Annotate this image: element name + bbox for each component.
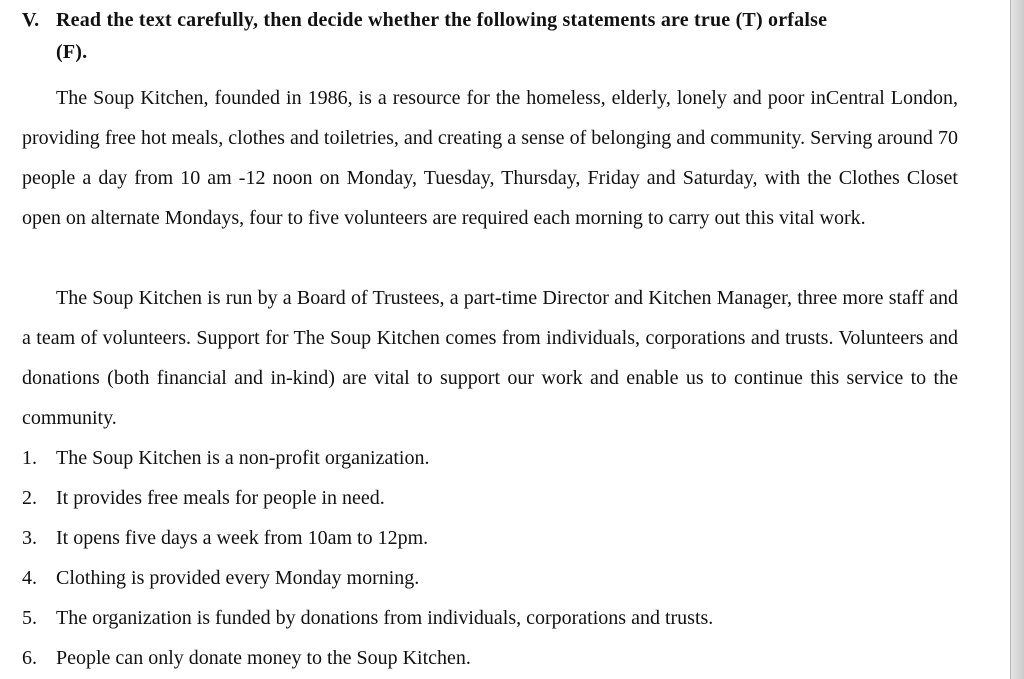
statement-item: [22, 518, 982, 558]
statement-number: 5.: [22, 607, 37, 629]
statement-list: [22, 438, 982, 678]
heading-number: V.: [22, 9, 40, 31]
heading-instruction: Read the text carefully, then decide whether the following statements are true (T) orfalse: [56, 9, 828, 31]
statement-text: The organization is funded by donations from individuals, corporations and trusts.: [56, 607, 714, 629]
statement-number: 3.: [22, 527, 37, 549]
statement-text: It provides free meals for people in need.: [56, 487, 385, 509]
heading-line-2: (F).: [56, 41, 88, 63]
statement-item: [22, 638, 982, 678]
heading-line-1: [22, 4, 982, 36]
statement-number: 4.: [22, 567, 37, 589]
statement-number: 6.: [22, 647, 37, 669]
statement-number: 2.: [22, 487, 37, 509]
paragraph-1: The Soup Kitchen, founded in 1986, is a resource for the homeless, elderly, lonely and poor inCentral London, providing free hot meals, clothes and toiletries, and creating a sense of belonging and community. Serving around 70 people a day from 10 am -12 noon on Monday, Tuesday, Thursday, Friday and Saturday, with the Clothes Closet open on alternate Mondays, four to five volunteers are required each morning to carry out this vital work.: [22, 87, 958, 229]
window-edge: [1010, 0, 1024, 679]
statement-item: [22, 558, 982, 598]
statement-item: [22, 478, 982, 518]
statement-text: Clothing is provided every Monday morning.: [56, 567, 420, 589]
statement-item: [22, 438, 982, 478]
exercise-heading: [22, 4, 982, 68]
paragraph-2: The Soup Kitchen is run by a Board of Trustees, a part-time Director and Kitchen Manager, three more staff and a team of volunteers. Support for The Soup Kitchen comes from individuals, corporations and trusts. Volunteers and donations (both financial and in-kind) are vital to support our work and enable us to continue this service to the community.: [22, 287, 958, 429]
statement-item: [22, 598, 982, 638]
statement-text: The Soup Kitchen is a non-profit organization.: [56, 447, 430, 469]
statement-text: It opens five days a week from 10am to 12pm.: [56, 527, 429, 549]
statement-text: People can only donate money to the Soup Kitchen.: [56, 647, 471, 669]
statement-number: 1.: [22, 447, 37, 469]
